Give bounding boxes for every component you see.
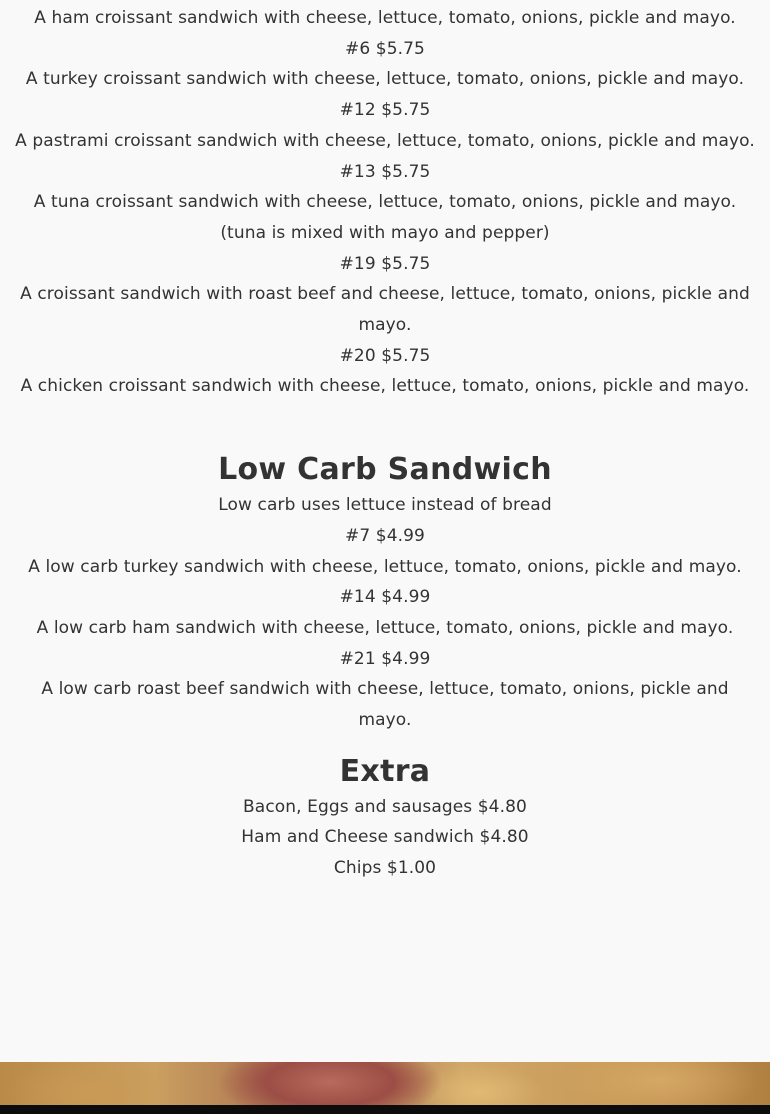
croissant-item-price: #19 $5.75 [339,253,431,274]
low-carb-item-description: A low carb ham sandwich with cheese, lettuce, tomato, onions, pickle and mayo. [36,617,734,638]
croissant-item-description: A chicken croissant sandwich with cheese, lettuce, tomato, onions, pickle and mayo. [20,376,750,397]
low-carb-note: Low carb uses lettuce instead of bread [218,495,552,516]
low-carb-item-price: #7 $4.99 [345,525,425,546]
extra-item: Chips $1.00 [333,858,437,879]
croissant-item-description: A ham croissant sandwich with cheese, lettuce, tomato, onions, pickle and mayo. [34,8,736,28]
croissant-item-price: #6 $5.75 [345,38,425,59]
croissant-item-price: #20 $5.75 [339,345,431,366]
croissant-item-description: (tuna is mixed with mayo and pepper) [220,222,550,243]
extra-item: Ham and Cheese sandwich $4.80 [241,827,529,848]
menu-content [0,3,770,884]
croissant-item-price: #12 $5.75 [339,100,431,121]
croissant-item-description: A pastrami croissant sandwich with cheese, lettuce, tomato, onions, pickle and mayo. [15,130,755,151]
low-carb-item-price: #14 $4.99 [339,587,431,608]
extra-section-title: Extra [339,753,431,789]
croissant-item-description: A tuna croissant sandwich with cheese, lettuce, tomato, onions, pickle and mayo. [33,192,737,213]
extra-section [0,792,770,884]
croissant-item-price: #13 $5.75 [339,161,431,182]
low-carb-item-description: A low carb turkey sandwich with cheese, lettuce, tomato, onions, pickle and mayo. [28,556,742,577]
photo-bottom-edge [0,1105,770,1114]
croissant-item-description: A turkey croissant sandwich with cheese, lettuce, tomato, onions, pickle and mayo. [25,69,745,90]
low-carb-item-description: A low carb roast beef sandwich with cheese, lettuce, tomato, onions, pickle and mayo. [41,679,729,731]
croissant-item-description: A croissant sandwich with roast beef and cheese, lettuce, tomato, onions, pickle and mayo. [20,284,750,336]
croissant-section [0,3,770,402]
low-carb-section [0,521,770,736]
low-carb-section-title: Low Carb Sandwich [218,452,552,488]
extra-item: Bacon, Eggs and sausages $4.80 [243,796,527,817]
low-carb-item-price: #21 $4.99 [339,648,431,669]
